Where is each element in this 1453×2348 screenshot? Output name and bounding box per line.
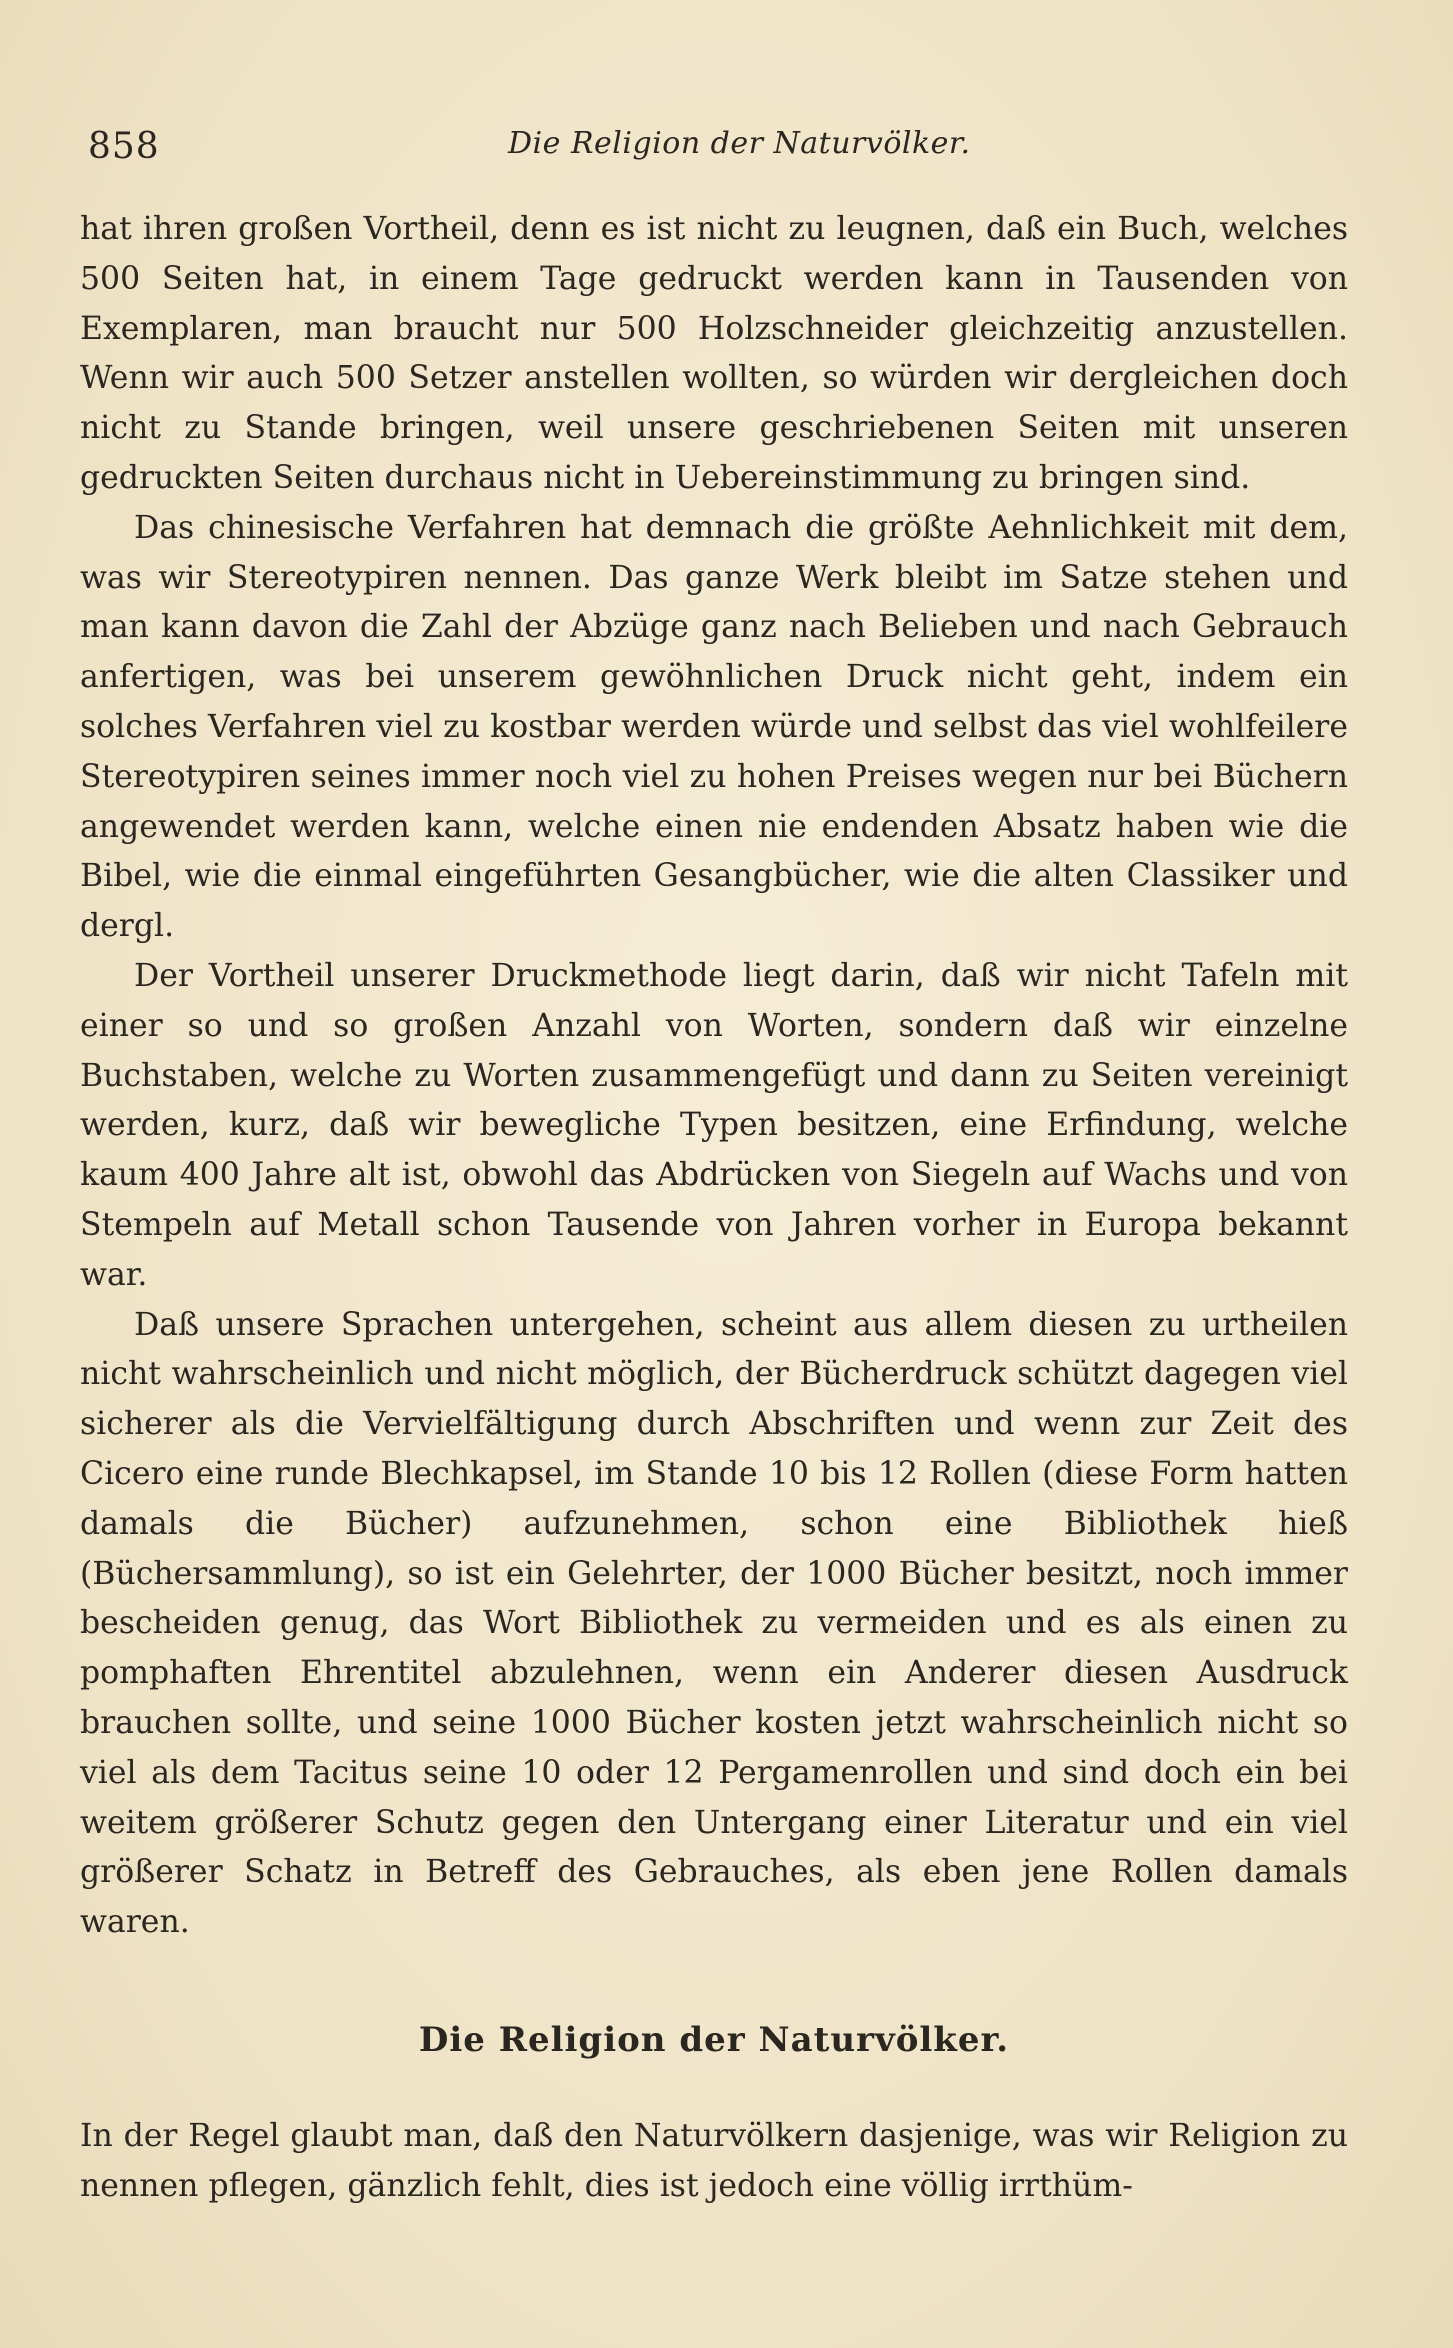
section-heading: Die Religion der Naturvölker. — [418, 2020, 1010, 2060]
page-number: 858 — [88, 126, 160, 167]
running-title: Die Religion der Naturvölker. — [508, 126, 971, 161]
section-text — [80, 2112, 1348, 2212]
paragraph: hat ihren großen Vortheil, denn es ist nicht zu leugnen, daß ein Buch, welches 500 Seiten hat, in einem Tage gedruckt werden kann in Tausenden von Exemplaren, man braucht nur 500 Holzschneider gleichzeitig anzustellen. Wenn wir auch 500 Setzer anstellen wollten, so würden wir dergleichen doch nicht zu Stande bringen, weil unsere geschriebenen Seiten mit unseren gedruckten Seiten durchaus nicht in Uebereinstimmung zu bringen sind. — [80, 211, 1348, 496]
body-text — [80, 205, 1348, 1948]
paragraph: Der Vortheil unserer Druckmethode liegt darin, daß wir nicht Tafeln mit einer so und so großen Anzahl von Worten, sondern daß wir einzelne Buchstaben, welche zu Worten zusammengefügt und dann zu Seiten vereinigt werden, kurz, daß wir bewegliche Typen besitzen, eine Erfindung, welche kaum 400 Jahre alt ist, obwohl das Abdrücken von Siegeln auf Wachs und von Stempeln auf Metall schon Tausende von Jahren vorher in Europa bekannt war. — [80, 957, 1348, 1293]
paragraph: Daß unsere Sprachen untergehen, scheint aus allem diesen zu urtheilen nicht wahrscheinlich und nicht möglich, der Bücherdruck schützt dagegen viel sicherer als die Vervielfältigung durch Abschriften und wenn zur Zeit des Cicero eine runde Blechkapsel, im Stande 10 bis 12 Rollen (diese Form hatten damals die Bücher) aufzunehmen, schon eine Bibliothek hieß (Büchersammlung), so ist ein Gelehrter, der 1000 Bücher besitzt, noch immer bescheiden genug, das Wort Bibliothek zu vermeiden und es als einen zu pomphaften Ehrentitel abzulehnen, wenn ein Anderer diesen Ausdruck brauchen sollte, und seine 1000 Bücher kosten jetzt wahrscheinlich nicht so viel als dem Tacitus seine 10 oder 12 Pergamenrollen und sind doch ein bei weitem größerer Schutz gegen den Untergang einer Literatur und ein viel größerer Schatz in Betreff des Gebrauches, als eben jene Rollen damals waren. — [80, 1306, 1348, 1941]
running-head — [88, 118, 1356, 178]
paragraph: Das chinesische Verfahren hat demnach die größte Aehnlichkeit mit dem, was wir Stereotypiren nennen. Das ganze Werk bleibt im Satze stehen und man kann davon die Zahl der Abzüge ganz nach Belieben und nach Gebrauch anfertigen, was bei unserem gewöhnlichen Druck nicht geht, indem ein solches Verfahren viel zu kostbar werden würde und selbst das viel wohlfeilere Stereotypiren seines immer noch viel zu hohen Preises wegen nur bei Büchern angewendet werden kann, welche einen nie endenden Absatz haben wie die Bibel, wie die einmal eingeführten Gesangbücher, wie die alten Classiker und dergl. — [80, 509, 1348, 945]
paragraph: In der Regel glaubt man, daß den Naturvölkern dasjenige, was wir Religion zu nennen pflegen, gänzlich fehlt, dies ist jedoch eine völlig irrthüm- — [80, 2118, 1348, 2204]
